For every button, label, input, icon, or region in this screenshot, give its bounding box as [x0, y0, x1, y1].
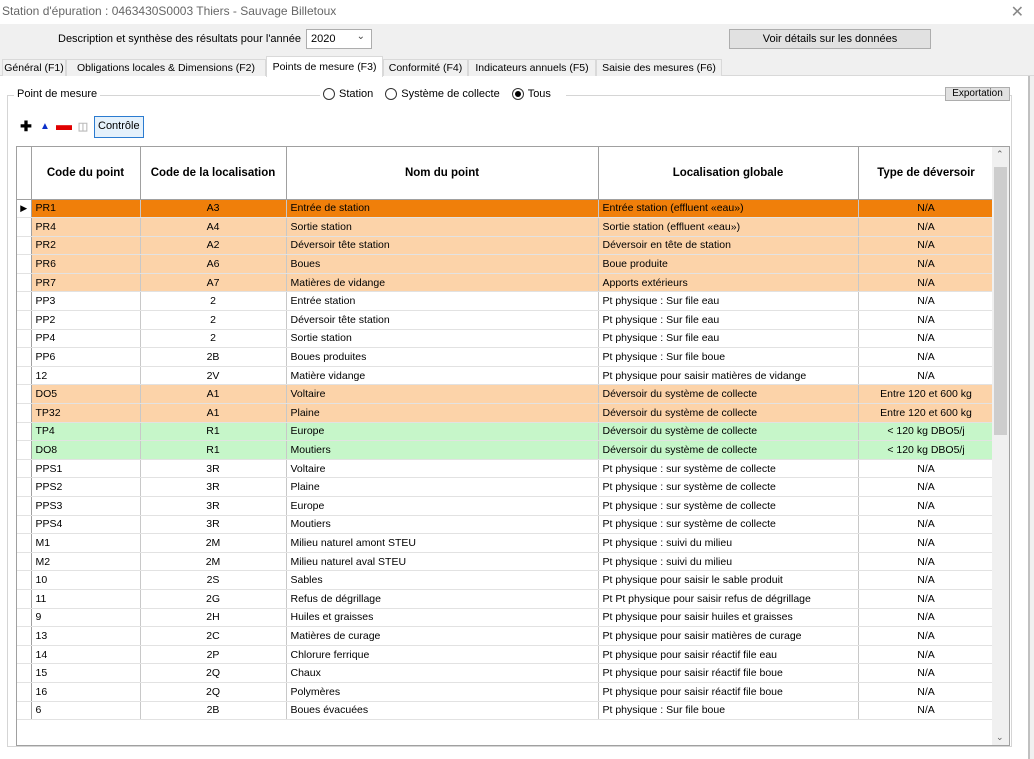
cell-type-deversoir[interactable]: Entre 120 et 600 kg	[858, 404, 994, 423]
cell-code-point[interactable]: TP32	[31, 404, 140, 423]
control-button[interactable]: Contrôle	[94, 116, 144, 138]
row-selector[interactable]	[17, 701, 31, 720]
cell-type-deversoir[interactable]: N/A	[858, 589, 994, 608]
year-value: 2020	[311, 33, 336, 45]
cell-code-point[interactable]: 13	[31, 627, 140, 646]
cell-code-point[interactable]: M2	[31, 552, 140, 571]
row-selector[interactable]	[17, 385, 31, 404]
cell-type-deversoir[interactable]: N/A	[858, 497, 994, 516]
cell-code-localisation[interactable]: A4	[140, 218, 286, 237]
cell-code-point[interactable]: PP3	[31, 292, 140, 311]
year-label: Description et synthèse des résultats pour l'année	[58, 33, 302, 45]
row-selector[interactable]	[17, 255, 31, 274]
table-row[interactable]	[17, 422, 994, 441]
cell-code-localisation[interactable]: 2M	[140, 534, 286, 553]
cell-type-deversoir[interactable]: N/A	[858, 292, 994, 311]
cell-localisation-globale[interactable]: Pt physique : Sur file eau	[598, 292, 858, 311]
cell-localisation-globale[interactable]: Déversoir du système de collecte	[598, 385, 858, 404]
cell-localisation-globale[interactable]: Pt physique : Sur file eau	[598, 329, 858, 348]
row-selector[interactable]	[17, 273, 31, 292]
cell-type-deversoir[interactable]: N/A	[858, 218, 994, 237]
minus-icon[interactable]: ▬	[56, 117, 72, 134]
table-row[interactable]	[17, 348, 994, 367]
table-row[interactable]	[17, 273, 994, 292]
cell-nom-point[interactable]: Boues produites	[286, 348, 598, 367]
cell-nom-point[interactable]: Europe	[286, 422, 598, 441]
cell-code-point[interactable]: PR2	[31, 236, 140, 255]
cell-localisation-globale[interactable]: Pt Pt physique pour saisir refus de dégrillage	[598, 589, 858, 608]
cell-type-deversoir[interactable]: Entre 120 et 600 kg	[858, 385, 994, 404]
cell-code-point[interactable]: PP6	[31, 348, 140, 367]
tab-strip	[0, 58, 1034, 76]
plus-icon[interactable]: ✚	[20, 117, 32, 134]
cell-nom-point[interactable]: Entrée station	[286, 292, 598, 311]
table-row[interactable]	[17, 645, 994, 664]
cell-code-point[interactable]: PPS4	[31, 515, 140, 534]
row-selector[interactable]	[17, 589, 31, 608]
header-localisation-globale[interactable]: Localisation globale	[598, 147, 858, 199]
points-grid[interactable]	[16, 146, 1010, 746]
radio-systeme-collecte[interactable]	[385, 88, 499, 100]
cell-nom-point[interactable]: Entrée de station	[286, 199, 598, 218]
cell-code-localisation[interactable]: 2V	[140, 366, 286, 385]
cell-type-deversoir[interactable]: N/A	[858, 255, 994, 274]
table-row[interactable]	[17, 589, 994, 608]
cell-nom-point[interactable]: Chaux	[286, 664, 598, 683]
cell-code-localisation[interactable]: 2H	[140, 608, 286, 627]
cell-nom-point[interactable]: Refus de dégrillage	[286, 589, 598, 608]
cell-code-point[interactable]: 10	[31, 571, 140, 590]
cell-localisation-globale[interactable]: Pt physique : sur système de collecte	[598, 478, 858, 497]
cell-code-localisation[interactable]: 3R	[140, 497, 286, 516]
table-row[interactable]	[17, 311, 994, 330]
cell-code-localisation[interactable]: R1	[140, 441, 286, 460]
row-selector[interactable]	[17, 571, 31, 590]
cell-nom-point[interactable]: Boues évacuées	[286, 701, 598, 720]
row-selector[interactable]	[17, 292, 31, 311]
cell-type-deversoir[interactable]: N/A	[858, 515, 994, 534]
table-row[interactable]	[17, 534, 994, 553]
row-selector[interactable]	[17, 627, 31, 646]
cell-nom-point[interactable]: Europe	[286, 497, 598, 516]
row-selector[interactable]	[17, 682, 31, 701]
cell-localisation-globale[interactable]: Pt physique : Sur file eau	[598, 311, 858, 330]
row-selector[interactable]	[17, 608, 31, 627]
cell-nom-point[interactable]: Plaine	[286, 404, 598, 423]
tab-conformite[interactable]: Conformité (F4)	[383, 59, 468, 76]
cell-localisation-globale[interactable]: Pt physique pour saisir réactif file boue	[598, 664, 858, 683]
cell-nom-point[interactable]: Moutiers	[286, 515, 598, 534]
cell-nom-point[interactable]: Polymères	[286, 682, 598, 701]
cell-code-point[interactable]: PR7	[31, 273, 140, 292]
grid-toolbar	[17, 116, 144, 138]
table-row[interactable]	[17, 404, 994, 423]
cell-code-localisation[interactable]: 2B	[140, 348, 286, 367]
radio-tous[interactable]	[512, 88, 551, 100]
cell-type-deversoir[interactable]: N/A	[858, 348, 994, 367]
cell-code-point[interactable]: 11	[31, 589, 140, 608]
filter-radios	[320, 88, 566, 100]
chevron-down-icon: ⌄	[356, 31, 365, 42]
table-row[interactable]	[17, 385, 994, 404]
table-row[interactable]	[17, 515, 994, 534]
tab-general[interactable]: Général (F1)	[2, 59, 66, 76]
row-selector[interactable]	[17, 441, 31, 460]
row-selector[interactable]	[17, 515, 31, 534]
cell-nom-point[interactable]: Déversoir tête station	[286, 311, 598, 330]
table-row[interactable]	[17, 255, 994, 274]
row-selector[interactable]: ▶	[17, 199, 31, 218]
cell-localisation-globale[interactable]: Pt physique : Sur file boue	[598, 348, 858, 367]
cell-localisation-globale[interactable]: Pt physique pour saisir le sable produit	[598, 571, 858, 590]
row-selector[interactable]	[17, 534, 31, 553]
cell-nom-point[interactable]: Huiles et graisses	[286, 608, 598, 627]
cell-code-point[interactable]: 15	[31, 664, 140, 683]
tab-saisie[interactable]: Saisie des mesures (F6)	[596, 59, 722, 76]
cell-nom-point[interactable]: Matière vidange	[286, 366, 598, 385]
radio-station[interactable]	[323, 88, 373, 100]
cell-type-deversoir[interactable]: N/A	[858, 478, 994, 497]
cell-localisation-globale[interactable]: Boue produite	[598, 255, 858, 274]
cell-nom-point[interactable]: Chlorure ferrique	[286, 645, 598, 664]
cell-localisation-globale[interactable]: Pt physique : Sur file boue	[598, 701, 858, 720]
arrow-up-icon[interactable]: ▲	[40, 120, 50, 132]
cell-code-localisation[interactable]: A1	[140, 404, 286, 423]
export-button[interactable]: Exportation	[945, 87, 1010, 101]
scroll-thumb[interactable]	[994, 167, 1007, 435]
table-row[interactable]	[17, 701, 994, 720]
window-client	[0, 24, 1034, 759]
cell-code-localisation[interactable]: A2	[140, 236, 286, 255]
cell-type-deversoir[interactable]: N/A	[858, 273, 994, 292]
year-select[interactable]	[306, 29, 372, 49]
cell-code-localisation[interactable]: 2	[140, 329, 286, 348]
cell-code-localisation[interactable]: 2S	[140, 571, 286, 590]
cell-localisation-globale[interactable]: Pt physique pour saisir matières de curage	[598, 627, 858, 646]
cell-localisation-globale[interactable]: Pt physique pour saisir réactif file eau	[598, 645, 858, 664]
row-selector[interactable]	[17, 645, 31, 664]
tab-points-de-mesure[interactable]: Points de mesure (F3)	[266, 56, 383, 77]
header-code-point[interactable]: Code du point	[31, 147, 140, 199]
cell-nom-point[interactable]: Matières de vidange	[286, 273, 598, 292]
cell-localisation-globale[interactable]: Pt physique pour saisir réactif file boue	[598, 682, 858, 701]
table-row[interactable]	[17, 478, 994, 497]
table-row[interactable]	[17, 292, 994, 311]
table-row[interactable]	[17, 497, 994, 516]
row-selector[interactable]	[17, 404, 31, 423]
cell-code-localisation[interactable]: A3	[140, 199, 286, 218]
vertical-scrollbar[interactable]	[992, 147, 1009, 745]
cell-code-localisation[interactable]: 2P	[140, 645, 286, 664]
header-type-deversoir[interactable]: Type de déversoir	[858, 147, 994, 199]
cell-localisation-globale[interactable]: Déversoir du système de collecte	[598, 441, 858, 460]
cell-localisation-globale[interactable]: Pt physique : sur système de collecte	[598, 515, 858, 534]
cell-code-localisation[interactable]: 2B	[140, 701, 286, 720]
window-title: Station d'épuration : 0463430S0003 Thiers - Sauvage Billetoux	[2, 4, 337, 18]
row-selector[interactable]	[17, 422, 31, 441]
cell-code-localisation[interactable]: 3R	[140, 478, 286, 497]
row-selector[interactable]	[17, 664, 31, 683]
cell-code-localisation[interactable]: 2	[140, 311, 286, 330]
cell-localisation-globale[interactable]: Pt physique : suivi du milieu	[598, 552, 858, 571]
scroll-up-icon[interactable]: ⌃	[996, 149, 1004, 159]
row-selector[interactable]	[17, 218, 31, 237]
table-row[interactable]	[17, 199, 994, 218]
cell-code-localisation[interactable]: 2Q	[140, 664, 286, 683]
cell-type-deversoir[interactable]: N/A	[858, 552, 994, 571]
cell-type-deversoir[interactable]: N/A	[858, 459, 994, 478]
cell-type-deversoir[interactable]: N/A	[858, 571, 994, 590]
table-row[interactable]	[17, 608, 994, 627]
table-row[interactable]	[17, 218, 994, 237]
cell-nom-point[interactable]: Moutiers	[286, 441, 598, 460]
radio-station-dot[interactable]	[323, 88, 335, 100]
cell-code-point[interactable]: PP4	[31, 329, 140, 348]
tab-panel	[0, 76, 1030, 759]
cell-nom-point[interactable]: Sortie station	[286, 329, 598, 348]
title-bar	[0, 0, 1034, 24]
tab-obligations[interactable]: Obligations locales & Dimensions (F2)	[66, 59, 266, 76]
row-selector[interactable]	[17, 497, 31, 516]
cell-type-deversoir[interactable]: N/A	[858, 366, 994, 385]
row-selector[interactable]	[17, 311, 31, 330]
cell-code-point[interactable]: DO5	[31, 385, 140, 404]
scroll-down-icon[interactable]: ⌄	[996, 732, 1004, 742]
cell-nom-point[interactable]: Sables	[286, 571, 598, 590]
cell-code-point[interactable]: PPS3	[31, 497, 140, 516]
cell-code-localisation[interactable]: 2Q	[140, 682, 286, 701]
cell-localisation-globale[interactable]: Pt physique pour saisir huiles et graisses	[598, 608, 858, 627]
cell-code-localisation[interactable]: A1	[140, 385, 286, 404]
cell-code-localisation[interactable]: 2	[140, 292, 286, 311]
cell-code-point[interactable]: PR1	[31, 199, 140, 218]
table-row[interactable]	[17, 664, 994, 683]
cell-type-deversoir[interactable]: N/A	[858, 608, 994, 627]
cell-localisation-globale[interactable]: Pt physique : sur système de collecte	[598, 459, 858, 478]
tab-indicateurs[interactable]: Indicateurs annuels (F5)	[468, 59, 596, 76]
cell-type-deversoir[interactable]: N/A	[858, 645, 994, 664]
cell-localisation-globale[interactable]: Déversoir en tête de station	[598, 236, 858, 255]
table-row[interactable]	[17, 627, 994, 646]
cell-type-deversoir[interactable]: N/A	[858, 664, 994, 683]
cell-nom-point[interactable]: Milieu naturel aval STEU	[286, 552, 598, 571]
cell-nom-point[interactable]: Voltaire	[286, 385, 598, 404]
cell-code-localisation[interactable]: 2G	[140, 589, 286, 608]
radio-systeme-label: Système de collecte	[401, 88, 500, 100]
cell-localisation-globale[interactable]: Entrée station (effluent «eau»)	[598, 199, 858, 218]
table-row[interactable]	[17, 236, 994, 255]
group-label: Point de mesure	[14, 88, 100, 100]
close-icon[interactable]: ✕	[1010, 4, 1024, 21]
row-selector[interactable]	[17, 236, 31, 255]
table-row[interactable]	[17, 682, 994, 701]
cell-type-deversoir[interactable]: N/A	[858, 701, 994, 720]
cell-localisation-globale[interactable]: Déversoir du système de collecte	[598, 422, 858, 441]
cell-code-localisation[interactable]: 3R	[140, 459, 286, 478]
cell-code-point[interactable]: 14	[31, 645, 140, 664]
table-row[interactable]	[17, 552, 994, 571]
cell-localisation-globale[interactable]: Apports extérieurs	[598, 273, 858, 292]
table-row[interactable]	[17, 441, 994, 460]
header-code-localisation[interactable]: Code de la localisation	[140, 147, 286, 199]
cell-code-localisation[interactable]: 3R	[140, 515, 286, 534]
table-header-row	[17, 147, 994, 199]
row-selector[interactable]	[17, 459, 31, 478]
radio-systeme-dot[interactable]	[385, 88, 397, 100]
cell-code-localisation[interactable]: A7	[140, 273, 286, 292]
cell-localisation-globale[interactable]: Déversoir du système de collecte	[598, 404, 858, 423]
row-selector[interactable]	[17, 552, 31, 571]
cell-nom-point[interactable]: Milieu naturel amont STEU	[286, 534, 598, 553]
cell-code-point[interactable]: PPS1	[31, 459, 140, 478]
cell-nom-point[interactable]: Plaine	[286, 478, 598, 497]
cell-code-point[interactable]: PPS2	[31, 478, 140, 497]
row-selector[interactable]	[17, 348, 31, 367]
cell-code-point[interactable]: PP2	[31, 311, 140, 330]
table-row[interactable]	[17, 459, 994, 478]
cell-localisation-globale[interactable]: Sortie station (effluent «eau»)	[598, 218, 858, 237]
table-row[interactable]	[17, 571, 994, 590]
cell-type-deversoir[interactable]: < 120 kg DBO5/j	[858, 422, 994, 441]
cell-type-deversoir[interactable]: N/A	[858, 311, 994, 330]
header-nom-point[interactable]: Nom du point	[286, 147, 598, 199]
cell-nom-point[interactable]: Matières de curage	[286, 627, 598, 646]
cell-code-point[interactable]: 9	[31, 608, 140, 627]
cell-nom-point[interactable]: Boues	[286, 255, 598, 274]
cell-type-deversoir[interactable]: N/A	[858, 329, 994, 348]
copy-icon[interactable]: ◫	[77, 120, 89, 133]
cell-localisation-globale[interactable]: Pt physique pour saisir matières de vidange	[598, 366, 858, 385]
cell-type-deversoir[interactable]: < 120 kg DBO5/j	[858, 441, 994, 460]
cell-type-deversoir[interactable]: N/A	[858, 534, 994, 553]
cell-code-localisation[interactable]: 2M	[140, 552, 286, 571]
details-button[interactable]: Voir détails sur les données	[729, 29, 931, 49]
row-selector[interactable]	[17, 478, 31, 497]
cell-localisation-globale[interactable]: Pt physique : suivi du milieu	[598, 534, 858, 553]
cell-nom-point[interactable]: Déversoir tête station	[286, 236, 598, 255]
cell-code-localisation[interactable]: R1	[140, 422, 286, 441]
cell-code-point[interactable]: 6	[31, 701, 140, 720]
cell-nom-point[interactable]: Voltaire	[286, 459, 598, 478]
cell-code-point[interactable]: TP4	[31, 422, 140, 441]
cell-code-localisation[interactable]: 2C	[140, 627, 286, 646]
radio-tous-dot[interactable]	[512, 88, 524, 100]
radio-tous-label: Tous	[527, 88, 551, 100]
year-bar	[0, 24, 1034, 54]
cell-code-point[interactable]: 12	[31, 366, 140, 385]
table-row[interactable]	[17, 366, 994, 385]
cell-localisation-globale[interactable]: Pt physique : sur système de collecte	[598, 497, 858, 516]
cell-code-point[interactable]: PR6	[31, 255, 140, 274]
cell-type-deversoir[interactable]: N/A	[858, 199, 994, 218]
header-selector	[17, 147, 31, 199]
cell-nom-point[interactable]: Sortie station	[286, 218, 598, 237]
cell-type-deversoir[interactable]: N/A	[858, 236, 994, 255]
cell-code-localisation[interactable]: A6	[140, 255, 286, 274]
cell-type-deversoir[interactable]: N/A	[858, 682, 994, 701]
cell-code-point[interactable]: DO8	[31, 441, 140, 460]
radio-station-label: Station	[339, 88, 374, 100]
cell-code-point[interactable]: PR4	[31, 218, 140, 237]
row-selector[interactable]	[17, 366, 31, 385]
cell-code-point[interactable]: M1	[31, 534, 140, 553]
row-selector[interactable]	[17, 329, 31, 348]
cell-code-point[interactable]: 16	[31, 682, 140, 701]
cell-type-deversoir[interactable]: N/A	[858, 627, 994, 646]
table-row[interactable]	[17, 329, 994, 348]
points-table	[17, 147, 995, 720]
